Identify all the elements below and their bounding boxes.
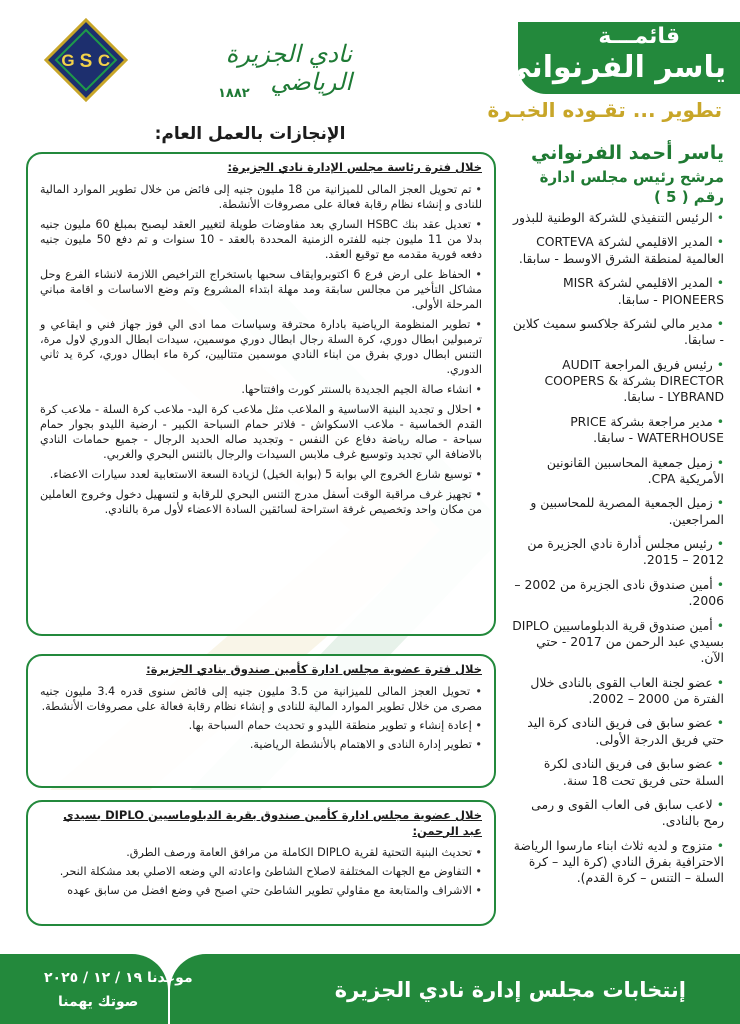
achievements-box-treasurer [26, 654, 496, 788]
gsc-emblem-icon [44, 18, 128, 102]
logo-letter-c: C [97, 51, 111, 70]
achievement-list [40, 845, 482, 898]
cv-item: • عضو سابق فى فريق النادى لكرة السلة حتى فريق تحت 18 سنة. [512, 756, 724, 789]
cv-item: • زميل الجمعية المصرية للمحاسبين و المراجعين. [512, 495, 724, 528]
cv-item: • عضو سابق فى فريق النادى كرة اليد حتي فريق الدرجة الأولى. [512, 715, 724, 748]
club-founded-year: ١٨٨٢ [218, 86, 250, 101]
box-heading: خلال فترة رئاسة مجلس الإدارة نادي الجزيرة: [227, 160, 482, 174]
achievement-item: • تجهيز غرف مراقبة الوقت أسفل مدرج التنس البحري للرقابة و لتسهيل دخول وخروج العاملين من مكان واحد وتخصيص غرفة استراحة لسائقين السادة الاعضاء لأول مرة بالنادي. [40, 487, 482, 517]
list-name: ياسر الفرنواني [501, 50, 726, 85]
achievements-box-presidency [26, 152, 496, 636]
achievement-item: • تم تحويل العجز المالى للميزانية من 18 مليون جنيه إلى فائض من خلال تطوير الموارد المالية للنادى و إنشاء نظام رقابة فعالة على مصروفات الأنشطة. [40, 182, 482, 212]
cv-item: • رئيس مجلس أدارة نادي الجزيرة من 2012 – 2015. [512, 536, 724, 569]
footer-election-title: إنتخابات مجلس إدارة نادي الجزيرة [334, 978, 686, 1002]
logo-letter-s: S [79, 51, 93, 72]
achievement-list [40, 182, 482, 517]
achievements-title: الإنجازات بالعمل العام: [154, 124, 346, 144]
box-heading: خلال فترة عضوية مجلس ادارة كأمين صندوق بنادي الجزيرة: [146, 662, 482, 676]
club-name-calligraphy: نادي الجزيرة الرياضي [225, 40, 352, 96]
candidate-cv-list [512, 210, 724, 895]
achievement-item: • تحديث البنية التحتية لقرية DIPLO الكاملة من مرافق العامة ورصف الطرق. [40, 845, 482, 860]
achievement-item: • تطوير المنظومة الرياضية بادارة محترفة وسياسات مما ادى الي فوز جهاز فني و ايقاعي و ترمبولين ابطال دوري، كرة السلة رجال ابطال دوري موسمين، سيدات ابطال الدوري لاول مرة، التنس ابطال دوري بفرق من ابناء النادي موسمين متتاليين، كرة ماء ابطال دوري، كرة يد ثاني الدوري. [40, 317, 482, 377]
footer-date-banner [0, 954, 168, 1024]
logo-letter-g: G [61, 51, 75, 70]
box-heading: خلال عضوية مجلس ادارة كأمين صندوق بقرية الدبلوماسيين DIPLO بسيدي عبد الرحمن: [63, 808, 482, 838]
footer-election-date: موعدنا ١٩ / ١٢ / ٢٠٢٥ [44, 970, 193, 986]
achievement-item: • انشاء صالة الجيم الجديدة بالسنتر كورت وافتتاحها. [40, 382, 482, 397]
cv-item: • أمين صندوق نادى الجزيرة من 2002 – 2006. [512, 577, 724, 610]
cv-item: • أمين صندوق قرية الدبلوماسيين DIPLO بسيدي عبد الرحمن من 2017 - حتي الآن. [512, 618, 724, 667]
achievement-list [40, 684, 482, 752]
cv-item: • مدير مراجعة بشركة PRICE WATERHOUSE - سابقا. [512, 414, 724, 447]
club-logo [22, 14, 352, 104]
achievement-item: • تطوير إدارة النادى و الاهتمام بالأنشطة الرياضية. [40, 737, 482, 752]
cv-item: • لاعب سابق فى العاب القوى و رمى رمح بالنادى. [512, 797, 724, 830]
slogan: تطوير ... تقـوده الخبـرة [487, 98, 722, 122]
achievements-box-diplo [26, 800, 496, 926]
cv-item: • عضو لجنة العاب القوى بالنادى خلال الفترة من 2000 – 2002. [512, 675, 724, 708]
cv-item: • رئيس فريق المراجعة AUDIT DIRECTOR بشركة COOPERS & LYBRAND - سابقا. [512, 357, 724, 406]
achievement-item: • إعادة إنشاء و تطوير منطقة الليدو و تحديث حمام السباحة بها. [40, 718, 482, 733]
achievement-item: • التفاوض مع الجهات المختلفة لاصلاح الشاطئ واعادته الي وضعه الاصلي بعد مشكلة النحر. [40, 864, 482, 879]
cv-item: • المدير الاقليمي لشركة CORTEVA العالمية لمنطقة الشرق الاوسط - سابقا. [512, 234, 724, 267]
candidate-role: مرشح رئيس مجلس ادارة رقم ( 5 ) [539, 168, 724, 206]
achievement-item: • تحويل العجز المالى للميزانية من 3.5 مليون جنيه إلى فائض سنوى قدره 3.4 مليون جنيه مصرى من خلال تطوير الموارد المالية للنادى و إنشاء نظام رقابة فعالة على مصروفات الأنشطة. [40, 684, 482, 714]
footer-vote-slogan: صوتك يهمنا [58, 994, 139, 1010]
achievement-item: • تعديل عقد بنك HSBC الساري بعد مفاوضات طويلة لتغيير العقد ليصبح بمبلغ 60 مليون جنيه بدلا من 11 مليون جنيه للفتره الزمنية المحددة بالعقد - 10 سنوات و تم دفع 50 مليون جنيه دفعه فورية مقدمه مع توقيع العقد. [40, 217, 482, 262]
cv-item: • زميل جمعية المحاسبين القانونين الأمريكية CPA. [512, 455, 724, 488]
candidate-name: ياسر أحمد الفرنواني [531, 142, 724, 164]
cv-item: • المدير الاقليمي لشركة MISR PIONEERS - سابقا. [512, 275, 724, 308]
achievement-item: • توسيع شارع الخروج الي بوابة 5 (بوابة الخيل) لزيادة السعة الاستعابية لعدد سيارات الاعضاء. [40, 467, 482, 482]
achievement-item: • الحفاظ على ارض فرع 6 اكتوبروايقاف سحبها باستخراج التراخيص اللازمة لانشاء الفرع وحل مشاكل التأخير من مجالس سابقة ومد مهلة ابتداء المشروع وتم وضع الاساسات و اقامة مباني المرحلة الأولى. [40, 267, 482, 312]
cv-item: • الرئيس التنفيذي للشركة الوطنية للبذور [512, 210, 724, 226]
achievement-item: • الاشراف والمتابعة مع مقاولي تطوير الشاطئ حتي اصبح في وضع افضل من سابق عهده [40, 883, 482, 898]
cv-item: • مدير مالي لشركة جلاكسو سميث كلاين - سابقا. [512, 316, 724, 349]
achievement-item: • احلال و تجديد البنية الاساسية و الملاعب مثل ملاعب كرة اليد- ملاعب كرة السلة - ملاعب كرة القدم الخماسية - ملاعب الاسكواش - فلاتر حمام السباحة الكبير - ارضية الليدو بجوار حمام سباحة - صاله رياضة دفاع عن النفس - وتجديد صاله الحديد الرجال - جميع حمامات النادي بالاضافة الي تجديد وتوسيع غرف ملابس السيدات والرجال بالتنس البحري والغربي. [40, 402, 482, 462]
list-label: قائمـــة [598, 24, 680, 49]
cv-item: • متزوج و لديه ثلاث ابناء مارسوا الرياضة الاحترافية بفرق النادي (كرة اليد – كرة السلة – التنس – كرة القدم). [512, 838, 724, 887]
